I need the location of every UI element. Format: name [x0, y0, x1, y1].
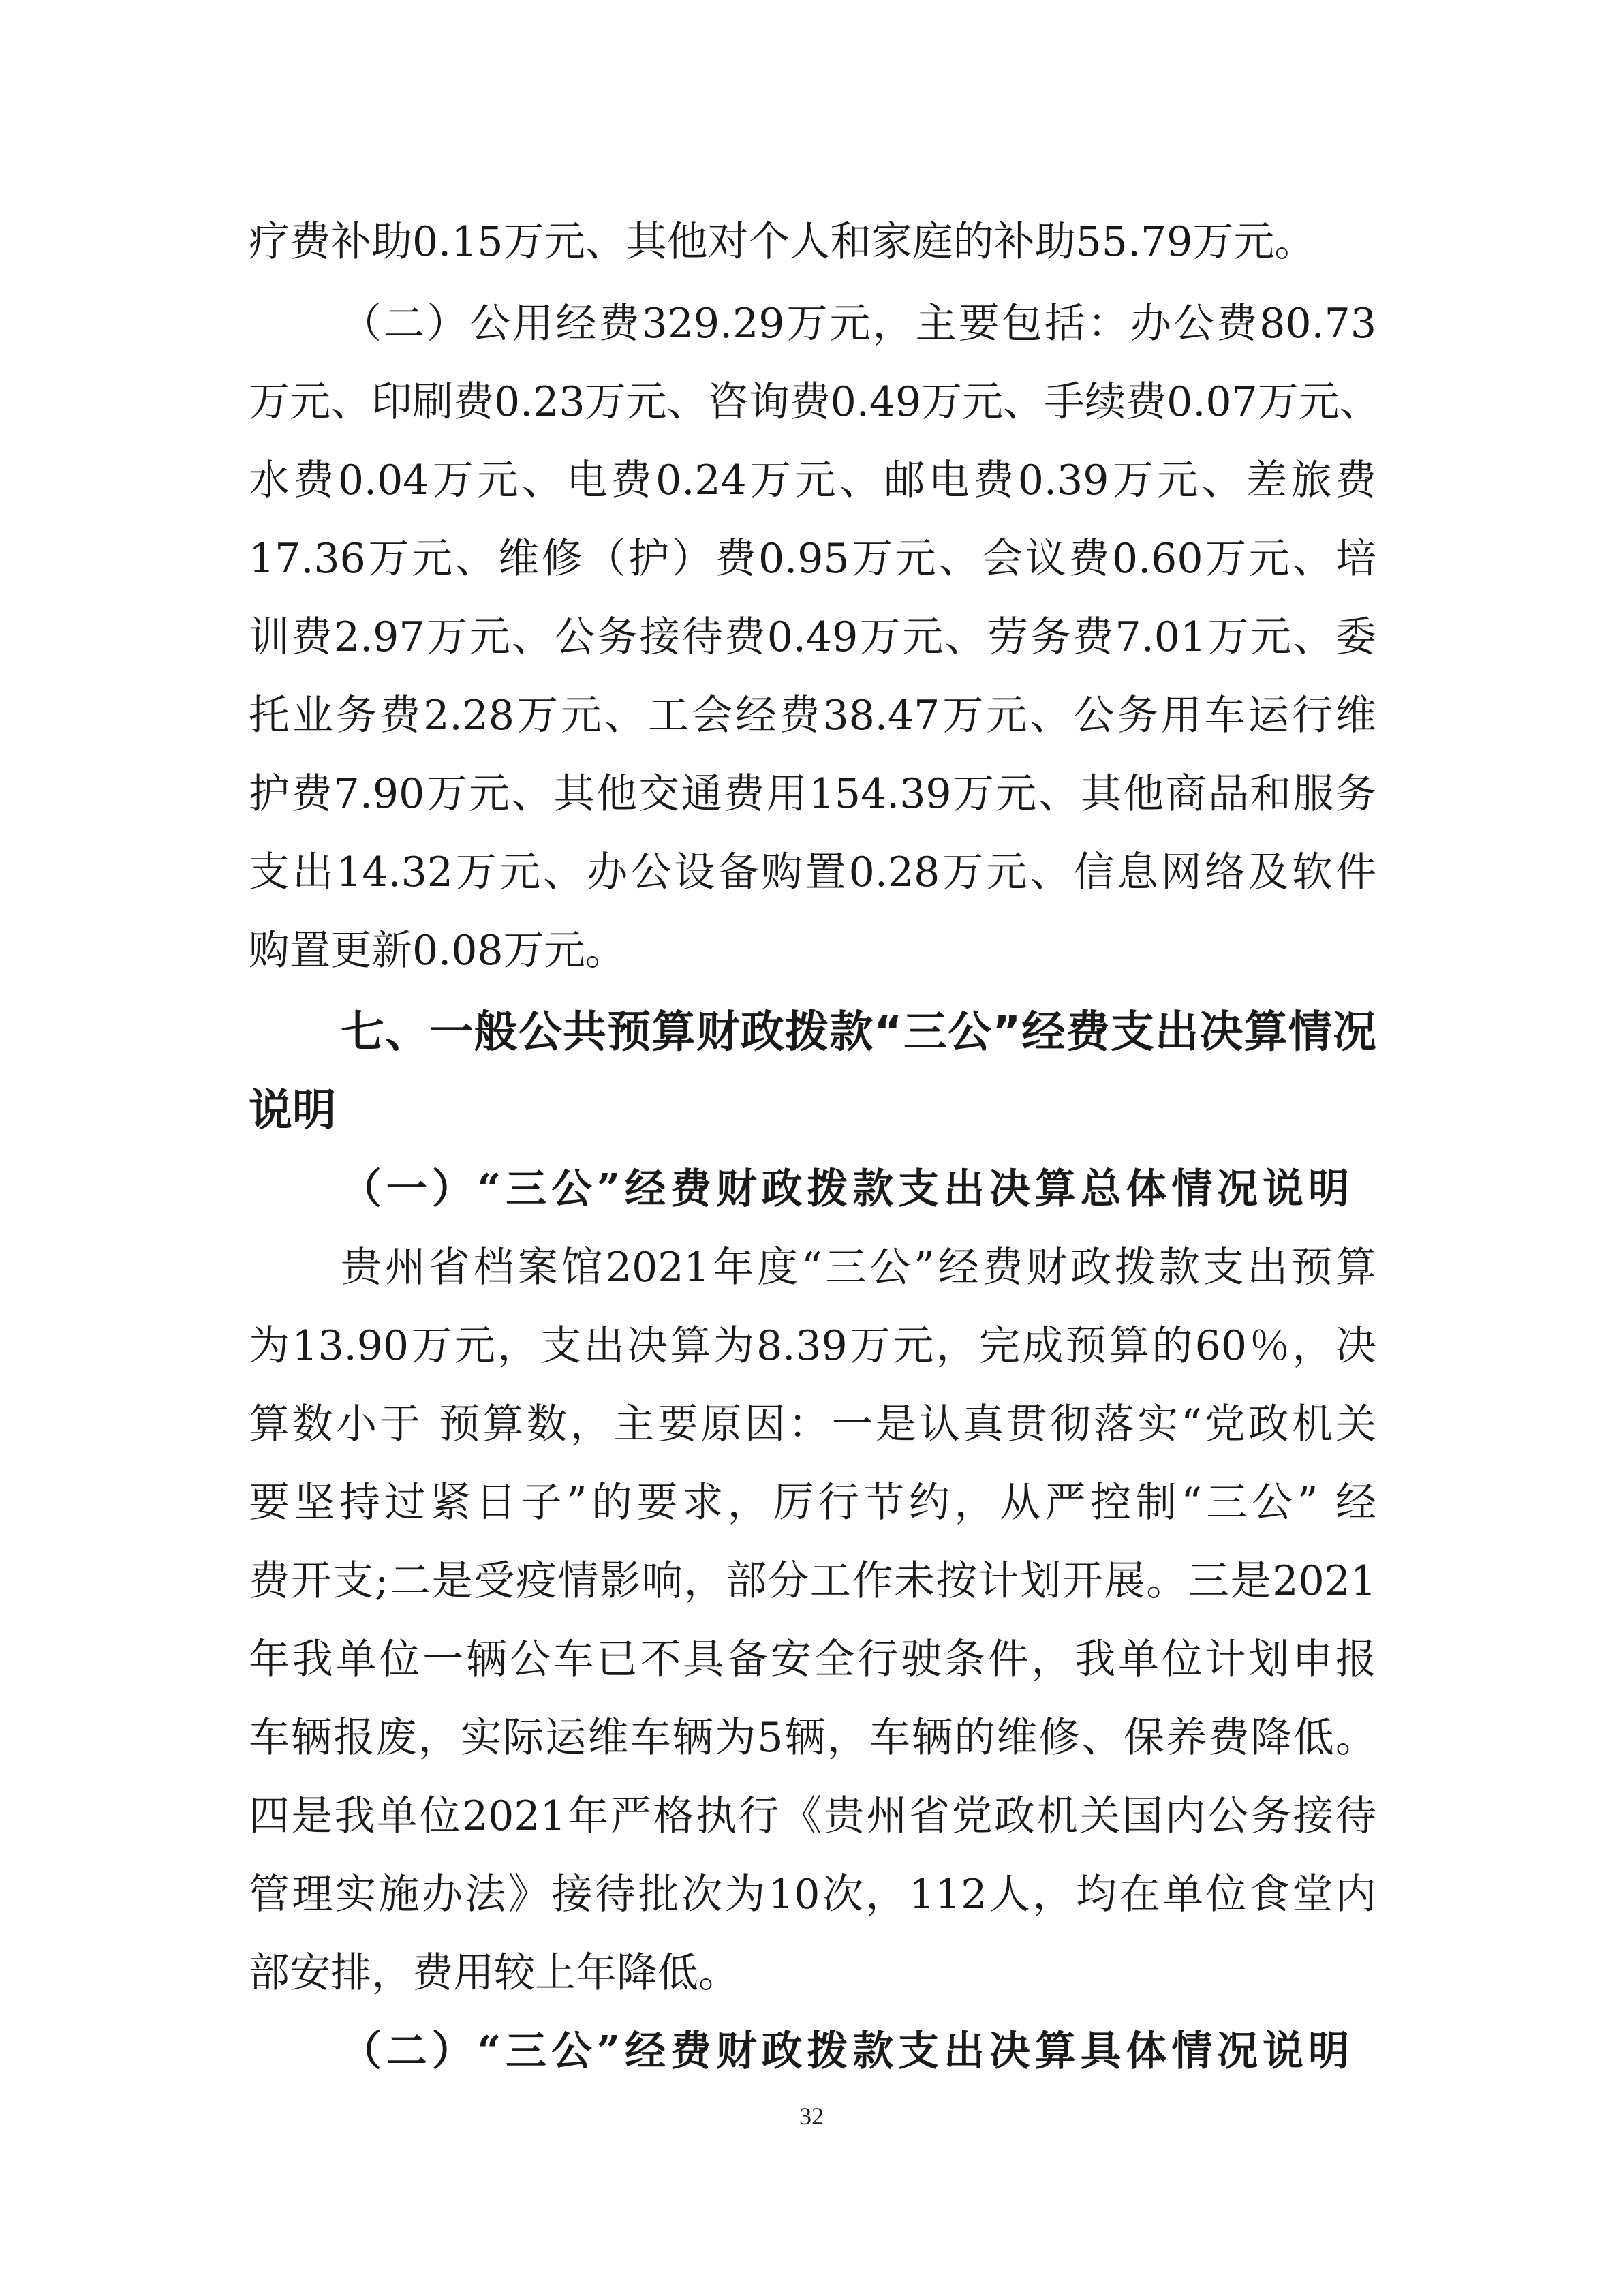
paragraph-line: 17.36万元、维修（护）费0.95万元、会议费0.60万元、培 — [249, 535, 1376, 583]
paragraph-line: 部安排，费用较上年降低。 — [249, 1949, 739, 1997]
subheading: （二）“三公”经费财政拨款支出决算具体情况说明 — [341, 2027, 1349, 2075]
paragraph-line: （二）公用经费329.29万元，主要包括：办公费80.73 — [341, 300, 1376, 348]
paragraph-line: 支出14.32万元、办公设备购置0.28万元、信息网络及软件 — [249, 848, 1376, 896]
paragraph-line: 算数小于 预算数，主要原因：一是认真贯彻落实“党政机关 — [249, 1400, 1376, 1448]
paragraph-line: 托业务费2.28万元、工会经费38.47万元、公务用车运行维 — [249, 692, 1376, 739]
paragraph-line: 贵州省档案馆2021年度“三公”经费财政拨款支出预算 — [341, 1244, 1376, 1291]
paragraph-line: 年我单位一辆公车已不具备安全行驶条件，我单位计划申报 — [249, 1636, 1376, 1683]
section-heading: 七、一般公共预算财政拨款“三公”经费支出决算情况 — [341, 1007, 1376, 1058]
paragraph-line: 管理实施办法》接待批次为10次，112人，均在单位食堂内 — [249, 1871, 1376, 1918]
paragraph-line: 护费7.90万元、其他交通费用154.39万元、其他商品和服务 — [249, 770, 1376, 818]
paragraph-line: 要坚持过紧日子”的要求，厉行节约，从严控制“三公” 经 — [249, 1479, 1376, 1527]
paragraph-line: 购置更新0.08万元。 — [249, 927, 626, 975]
paragraph-line: 训费2.97万元、公务接待费0.49万元、劳务费7.01万元、委 — [249, 613, 1376, 661]
paragraph-line: 水费0.04万元、电费0.24万元、邮电费0.39万元、差旅费 — [249, 457, 1376, 504]
subheading: （一）“三公”经费财政拨款支出决算总体情况说明 — [341, 1165, 1349, 1213]
paragraph-line: 四是我单位2021年严格执行《贵州省党政机关国内公务接待 — [249, 1792, 1376, 1840]
paragraph-line: 为13.90万元，支出决算为8.39万元，完成预算的60％，决 — [249, 1322, 1376, 1370]
section-heading: 说明 — [249, 1086, 336, 1136]
paragraph-line: 疗费补助0.15万元、其他对个人和家庭的补助55.79万元。 — [249, 218, 1316, 266]
paragraph-line: 车辆报废，实际运维车辆为5辆，车辆的维修、保养费降低。 — [249, 1714, 1376, 1762]
page-number: 32 — [799, 2102, 824, 2130]
paragraph-line: 万元、印刷费0.23万元、咨询费0.49万元、手续费0.07万元、 — [249, 378, 1380, 426]
paragraph-line: 费开支;二是受疫情影响，部分工作未按计划开展。三是2021 — [249, 1557, 1376, 1605]
